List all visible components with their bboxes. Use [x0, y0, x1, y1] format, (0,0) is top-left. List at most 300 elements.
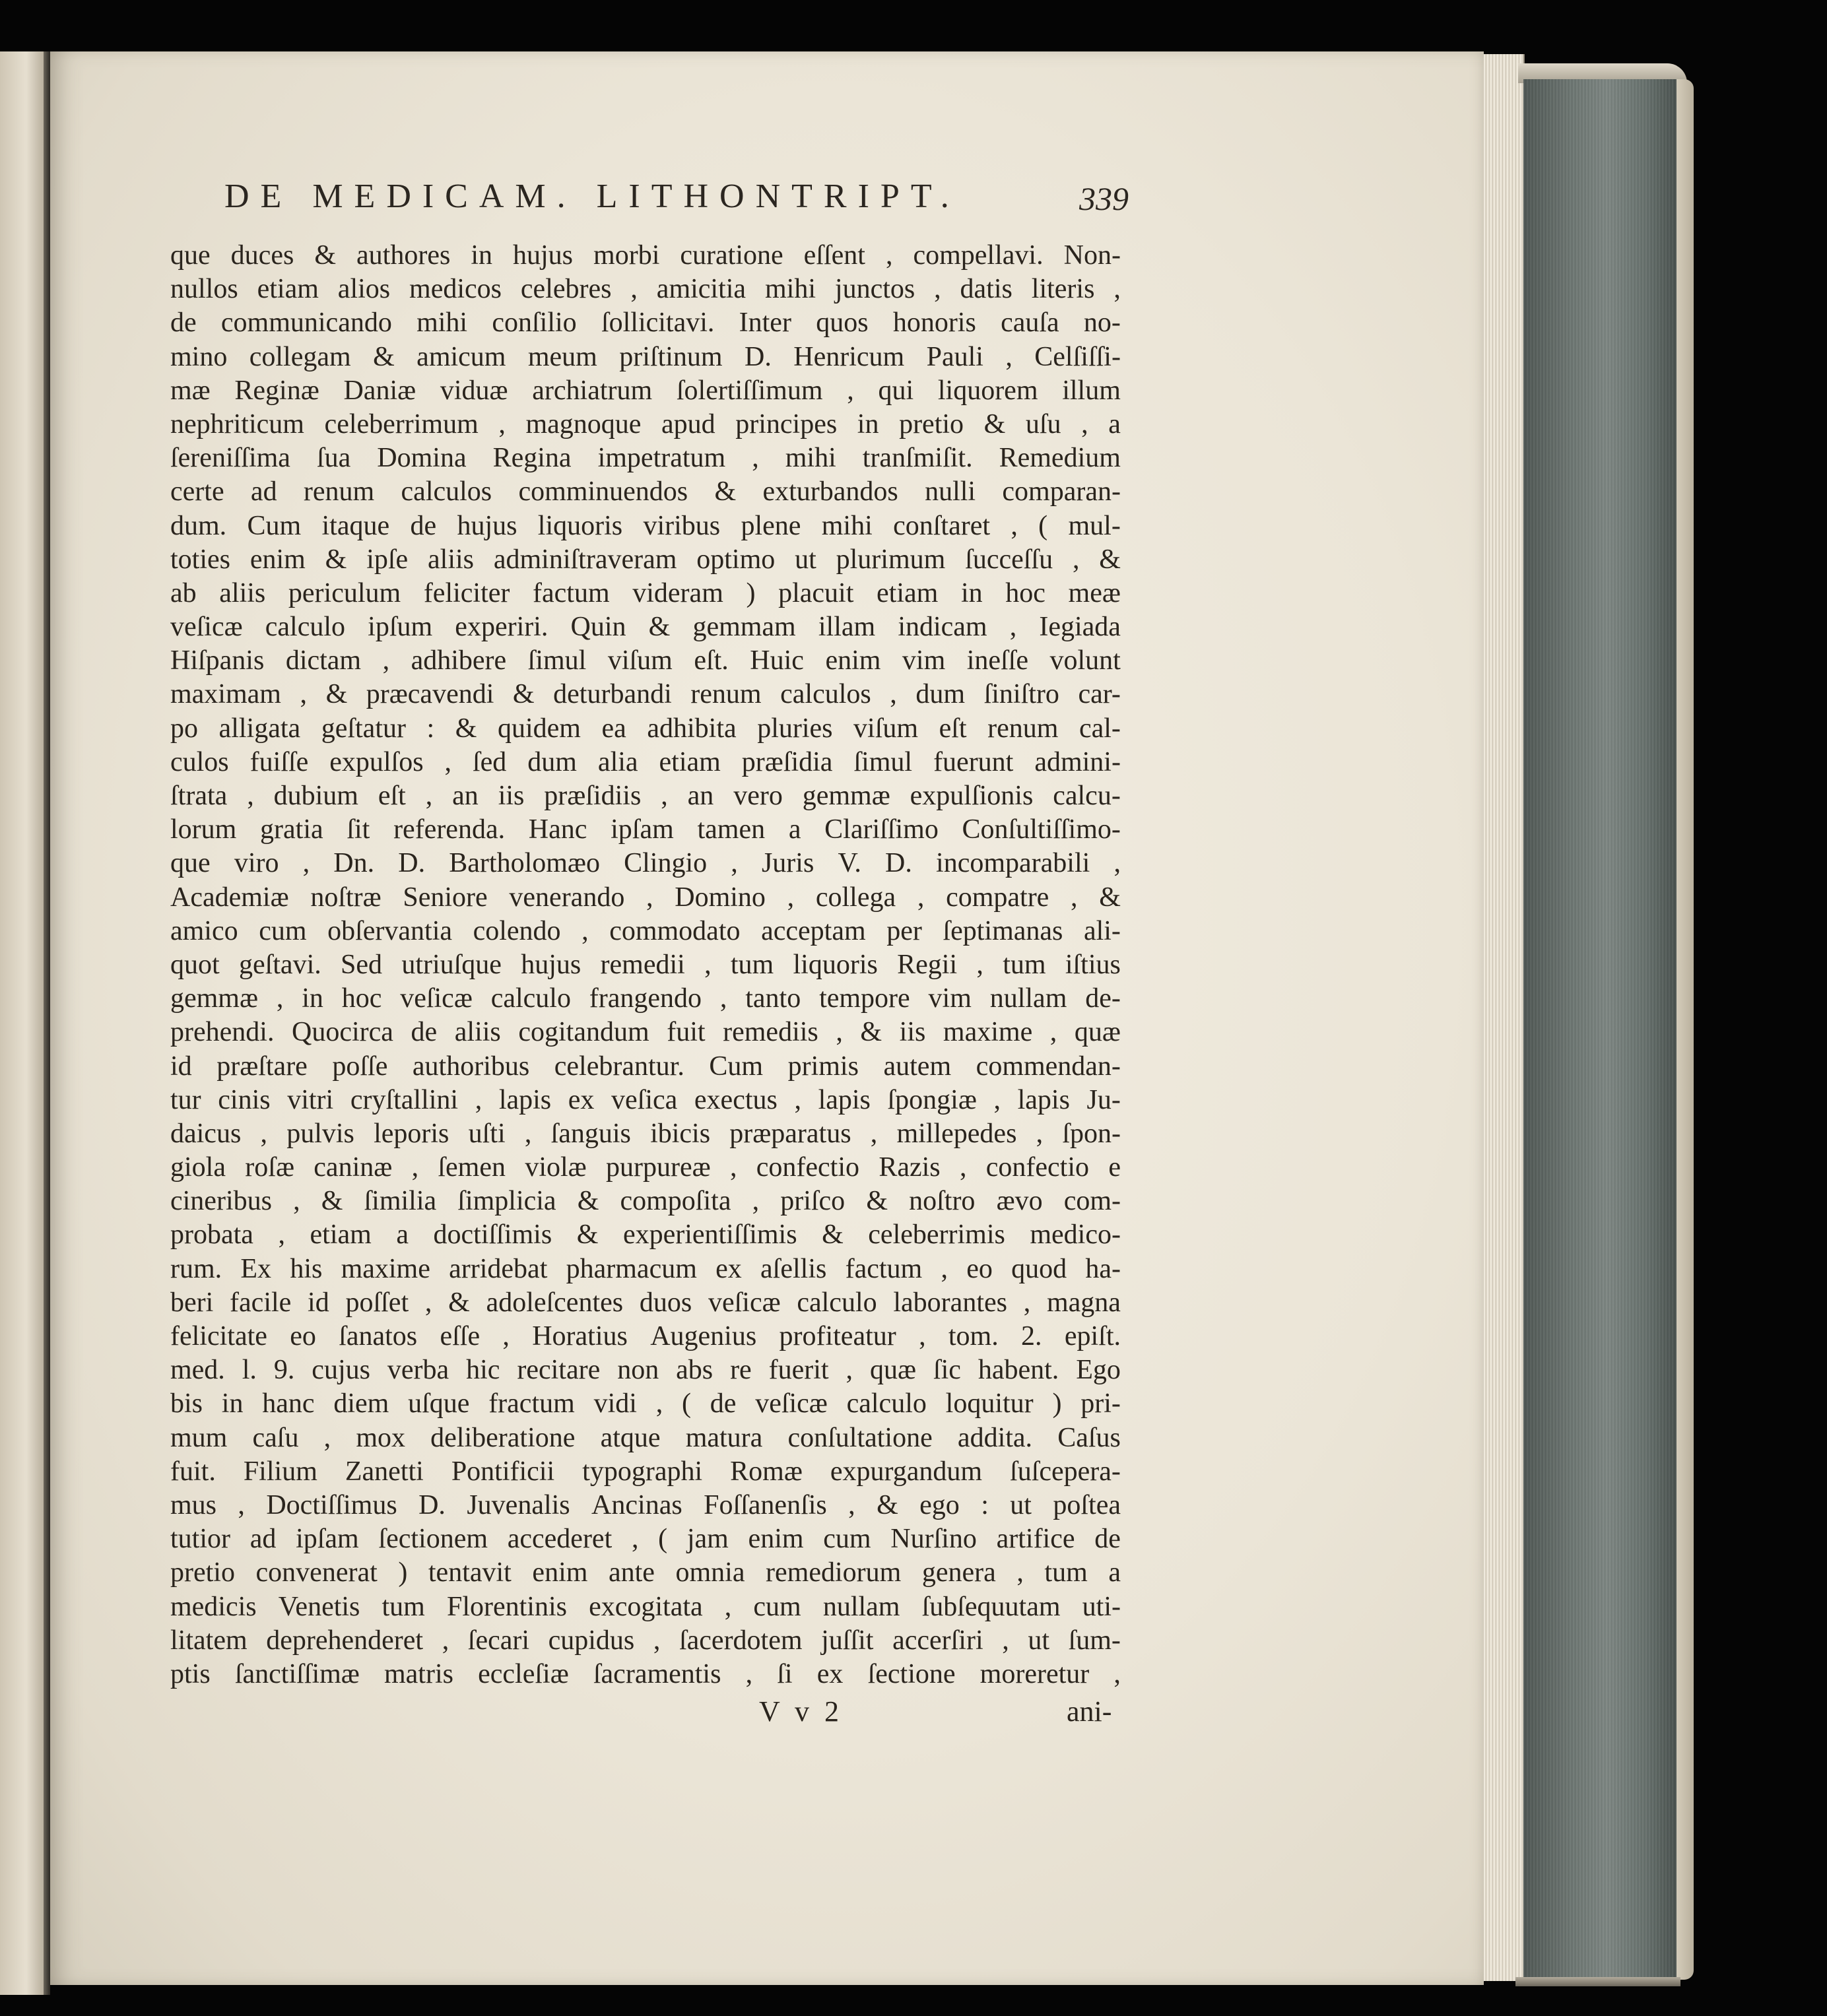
word: admini- — [1034, 746, 1121, 777]
word: mox — [356, 1422, 405, 1453]
word: , — [719, 983, 727, 1014]
word: Florentinis — [446, 1591, 567, 1622]
word: verba — [387, 1355, 449, 1386]
word: dubium — [273, 781, 358, 811]
word: ipſam — [296, 1524, 359, 1555]
word: ſimilia — [364, 1186, 437, 1217]
word: veſica — [611, 1084, 678, 1115]
word: iis — [498, 781, 525, 811]
word: datis — [960, 274, 1013, 305]
word: & — [983, 408, 1006, 439]
word: toties — [170, 544, 230, 575]
text-line — [170, 1084, 1121, 1117]
word: magna — [1046, 1287, 1121, 1318]
word: & — [1099, 882, 1121, 913]
word: leporis — [374, 1118, 449, 1149]
word: calculo — [265, 612, 346, 643]
word: quot — [170, 949, 220, 980]
word: Huic — [750, 645, 804, 676]
word: , — [752, 1186, 760, 1217]
word: , — [919, 1321, 926, 1351]
word: ſolertiſſimum — [676, 375, 823, 406]
word: Bartholomæo — [449, 848, 600, 879]
word: Pauli — [926, 341, 983, 372]
word: dum — [915, 679, 966, 710]
word: Reginæ — [234, 375, 319, 406]
word: uſu — [1025, 408, 1061, 439]
word: primis — [787, 1051, 859, 1082]
word: lapis — [818, 1084, 871, 1115]
word: vitri — [287, 1084, 334, 1115]
word: fuerit — [768, 1355, 829, 1386]
word: expurgandum — [830, 1456, 983, 1487]
word: ſit — [347, 814, 370, 845]
word: , — [1113, 274, 1121, 305]
word: , — [847, 375, 854, 406]
word: doctiſſimis — [433, 1219, 552, 1251]
word: Venetis — [278, 1591, 360, 1622]
word: ad — [250, 476, 277, 507]
text-line — [170, 915, 1121, 948]
word: plene — [741, 510, 801, 541]
word: millepedes — [896, 1118, 1017, 1149]
word: ineſſe — [966, 645, 1029, 676]
word: ſimul — [527, 645, 587, 676]
word: , — [382, 645, 390, 676]
word: ſimplicia — [457, 1186, 556, 1217]
word: ut — [795, 544, 816, 575]
word: , — [323, 1422, 331, 1453]
word: autem — [883, 1051, 952, 1082]
word: ibicis — [650, 1118, 711, 1149]
word: etiam — [257, 274, 319, 305]
word: abs — [676, 1355, 714, 1386]
word: maximam — [170, 679, 281, 710]
word: pri- — [1080, 1388, 1121, 1419]
word: , — [846, 1355, 853, 1386]
word: ut — [1028, 1625, 1049, 1656]
text-line — [170, 273, 1121, 306]
word: compatre — [946, 882, 1049, 913]
word: loquitur — [945, 1388, 1034, 1419]
word: tom. — [948, 1321, 999, 1351]
word: Ex — [240, 1253, 272, 1284]
word: Clingio — [624, 848, 708, 879]
left-page-edge — [0, 51, 44, 1995]
text-line — [170, 1556, 1121, 1590]
text-line — [170, 1421, 1121, 1455]
word: , — [1113, 848, 1121, 879]
word: enim — [748, 1524, 804, 1555]
word: , — [425, 781, 433, 811]
word: adminiſtraveram — [493, 544, 677, 575]
word: ( — [681, 1388, 691, 1419]
word: pluries — [757, 713, 833, 744]
word: mihi — [416, 308, 468, 339]
word: Sed — [341, 949, 383, 980]
word: Regina — [492, 443, 572, 474]
word: : — [426, 713, 435, 744]
word: , — [993, 1084, 1001, 1115]
word: enim — [825, 645, 881, 676]
word: viſum — [607, 645, 673, 676]
word: etiam — [659, 746, 721, 777]
word: e — [1108, 1152, 1121, 1183]
word: caninæ — [314, 1152, 393, 1183]
word: præſtare — [216, 1051, 308, 1082]
word: Celſiſſi- — [1034, 341, 1121, 372]
word: ipſe — [366, 544, 409, 575]
text-line — [170, 543, 1121, 577]
word: lapis — [1017, 1084, 1070, 1115]
word: , — [581, 915, 589, 946]
word: diem — [333, 1388, 389, 1419]
word: veſicæ — [755, 1388, 828, 1419]
word: laborantes — [893, 1287, 1007, 1318]
word: , — [745, 1658, 753, 1689]
word: omnia — [675, 1557, 745, 1588]
word: tum — [382, 1591, 425, 1622]
word: , — [1071, 882, 1078, 913]
word: iſtius — [1065, 949, 1121, 980]
word: V. — [838, 848, 861, 879]
word: , — [1005, 341, 1013, 372]
word: , — [238, 1489, 245, 1520]
word: , — [260, 1118, 267, 1149]
word: confectio — [985, 1152, 1089, 1183]
word: per — [886, 915, 922, 946]
word: uti- — [1082, 1591, 1121, 1622]
book-fore-edge — [1523, 79, 1677, 1983]
word: , — [411, 1152, 419, 1183]
word: adoleſcentes — [486, 1287, 624, 1318]
word: Iegiada — [1039, 612, 1121, 643]
word: ea — [601, 713, 626, 744]
word: itaque — [321, 510, 390, 541]
word: ſua — [316, 443, 351, 474]
word: ſanatos — [339, 1321, 418, 1351]
book-bottom-edge — [1515, 1977, 1680, 1986]
word: , — [524, 1118, 532, 1149]
word: med. — [170, 1355, 225, 1386]
word: his — [290, 1253, 323, 1284]
word: gemmæ — [802, 781, 890, 811]
text-line — [170, 610, 1121, 644]
word: tur — [170, 1084, 201, 1115]
word: illum — [1062, 375, 1121, 406]
word: convenerat — [255, 1557, 378, 1588]
word: liquoris — [793, 949, 878, 980]
word: cinis — [218, 1084, 271, 1115]
word: cineribus — [170, 1186, 272, 1217]
word: atque — [600, 1422, 661, 1453]
word: ptis — [170, 1658, 211, 1689]
word: culos — [170, 746, 229, 777]
word: exectus — [694, 1084, 778, 1115]
word: giola — [170, 1152, 226, 1183]
word: purpureæ — [605, 1152, 711, 1183]
word: placuit — [778, 577, 854, 608]
word: renum — [987, 713, 1059, 744]
word: matris — [383, 1658, 453, 1689]
word: etiam — [310, 1219, 372, 1251]
word: Seniore — [403, 882, 488, 913]
word: ſanctiſſimæ — [234, 1658, 360, 1689]
word: car- — [1078, 679, 1121, 710]
word: , — [475, 1084, 482, 1115]
word: re — [730, 1355, 752, 1386]
word: ſereniſſima — [170, 443, 290, 474]
word: Romæ — [730, 1456, 803, 1487]
word: exturbandos — [762, 476, 898, 507]
word: ex — [568, 1084, 595, 1115]
word: geſtavi. — [238, 949, 321, 980]
word: volunt — [1049, 645, 1121, 676]
word: , — [631, 1524, 639, 1555]
word: ſiniſtro — [983, 679, 1059, 710]
word: ſtrata — [170, 781, 228, 811]
word: in — [857, 408, 879, 439]
word: , — [1023, 1287, 1031, 1318]
word: frangendo — [589, 983, 702, 1014]
word: profiteatur — [779, 1321, 896, 1351]
word: quod — [1011, 1253, 1067, 1284]
word: geſtatur — [321, 713, 406, 744]
word: videram — [632, 577, 723, 608]
word: quæ — [1074, 1017, 1121, 1048]
word: Dn. — [333, 848, 375, 879]
text-line — [170, 509, 1121, 543]
word: junctos — [834, 274, 915, 305]
text-line — [170, 475, 1121, 509]
word: meæ — [1068, 577, 1121, 608]
word: tentavit — [428, 1557, 512, 1588]
word: tum — [1044, 1557, 1088, 1588]
word: veſicæ — [708, 1287, 781, 1318]
word: & — [325, 544, 347, 575]
running-title: DE MEDICAM. LITHONTRIPT. — [224, 178, 960, 215]
word: , — [302, 848, 310, 879]
word: , — [661, 781, 668, 811]
word: cum — [753, 1591, 801, 1622]
word: aliis — [454, 1017, 501, 1048]
catchword: ani- — [1067, 1695, 1112, 1728]
word: , — [885, 240, 893, 271]
word: beri — [170, 1287, 214, 1318]
word: , — [1049, 1017, 1057, 1048]
word: , — [247, 781, 254, 811]
word: ab — [170, 577, 197, 608]
word: com- — [1063, 1186, 1121, 1217]
word: medicos — [409, 274, 502, 305]
text-line — [170, 239, 1121, 273]
word: in — [960, 577, 983, 608]
word: & — [648, 612, 671, 643]
word: priſco — [780, 1186, 846, 1217]
word: magnoque — [525, 408, 642, 439]
word: recitare — [517, 1355, 601, 1386]
word: archiatrum — [532, 375, 653, 406]
word: eſſent — [803, 240, 865, 271]
word: arridebat — [449, 1253, 548, 1284]
word: quos — [816, 308, 869, 339]
word: ſucceſſu — [965, 544, 1053, 575]
word: Caſus — [1057, 1422, 1121, 1453]
word: de- — [1085, 983, 1121, 1014]
text-line — [170, 441, 1121, 475]
word: caſu — [252, 1422, 299, 1453]
word: apud — [661, 408, 715, 439]
word: , — [646, 882, 653, 913]
word: calculo — [846, 1388, 927, 1419]
word: venerando — [509, 882, 625, 913]
word: experientiſſimis — [622, 1219, 797, 1251]
word: in — [221, 1388, 244, 1419]
word: , — [890, 679, 897, 710]
word: mihi — [821, 510, 873, 541]
word: ſeptimanas — [943, 915, 1063, 946]
word: ali- — [1083, 915, 1121, 946]
word: alia — [597, 746, 638, 777]
word: poſſet — [345, 1287, 409, 1318]
word: , — [752, 443, 759, 474]
word: collegam — [249, 341, 351, 372]
word: indicam — [898, 612, 987, 643]
text-line — [170, 577, 1121, 610]
word: D. — [398, 848, 426, 879]
word: ſacramentis — [593, 1658, 721, 1689]
word: ſpon- — [1062, 1118, 1121, 1149]
word: de — [411, 1017, 438, 1048]
word: de — [170, 308, 197, 339]
word: deliberatione — [430, 1422, 576, 1453]
word: vim — [902, 645, 946, 676]
body-text — [170, 239, 1121, 1691]
word: renum — [690, 679, 762, 710]
word: Henricum — [793, 341, 905, 372]
word: eccleſiæ — [478, 1658, 569, 1689]
word: ævo — [996, 1186, 1043, 1217]
word: Zanetti — [345, 1456, 424, 1487]
word: calculo — [797, 1287, 877, 1318]
word: literis — [1031, 274, 1095, 305]
text-line — [170, 644, 1121, 678]
text-line — [170, 306, 1121, 340]
word: qui — [878, 375, 914, 406]
word: Horatius — [532, 1321, 628, 1351]
word: fuiſſe — [249, 746, 309, 777]
word: , — [442, 1625, 449, 1656]
word: ) — [1052, 1388, 1062, 1419]
word: & — [373, 341, 395, 372]
word: ſubſequutam — [921, 1591, 1061, 1622]
word: morbi — [593, 240, 660, 271]
word: cal- — [1079, 713, 1121, 744]
word: expulſionis — [910, 781, 1034, 811]
word: deprehenderet — [266, 1625, 424, 1656]
word: matura — [685, 1422, 763, 1453]
word: 2. — [1021, 1321, 1042, 1351]
word: & — [877, 1489, 898, 1520]
word: mæ — [170, 375, 211, 406]
text-line — [170, 881, 1121, 915]
word: vero — [733, 781, 783, 811]
word: fuit. — [170, 1456, 216, 1487]
word: iis — [899, 1017, 926, 1048]
word: , — [941, 1253, 948, 1284]
text-line — [170, 1353, 1121, 1387]
word: id — [170, 1051, 192, 1082]
word: eſſe — [440, 1321, 481, 1351]
word: , — [1016, 1557, 1024, 1588]
word: plurimum — [836, 544, 946, 575]
text-line — [170, 1252, 1121, 1286]
word: viro — [234, 848, 279, 879]
word: id — [308, 1287, 329, 1318]
word: remedii — [600, 949, 685, 980]
word: præſidiis — [544, 781, 642, 811]
word: , — [934, 274, 941, 305]
word: & — [1099, 544, 1121, 575]
word: eo — [966, 1253, 993, 1284]
word: principes — [735, 408, 838, 439]
word: utriuſque — [401, 949, 502, 980]
word: noſtræ — [310, 882, 382, 913]
word: conſultatione — [787, 1422, 933, 1453]
text-line — [170, 374, 1121, 408]
word: eo — [290, 1321, 316, 1351]
word: po — [170, 713, 198, 744]
word: meum — [527, 341, 597, 372]
word: probata — [170, 1219, 253, 1251]
text-line — [170, 341, 1121, 374]
word: deturbandi — [553, 679, 672, 710]
text-line — [170, 1050, 1121, 1084]
text-line — [170, 1455, 1121, 1489]
word: enim — [532, 1557, 588, 1588]
signature-mark: V v 2 — [759, 1695, 843, 1728]
word: uſti — [468, 1118, 506, 1149]
book-cover-edge — [1677, 79, 1694, 1980]
word: aliis — [219, 577, 266, 608]
word: authoribus — [412, 1051, 530, 1082]
text-line — [170, 1387, 1121, 1421]
word: roſæ — [245, 1152, 294, 1183]
word: ſimul — [853, 746, 913, 777]
word: authores — [356, 240, 451, 271]
word: cum — [823, 1524, 871, 1555]
word: amico — [170, 915, 238, 946]
word: & — [860, 1017, 882, 1048]
word: , — [976, 949, 983, 980]
word: Quocirca — [292, 1017, 393, 1048]
word: nullam — [822, 1591, 900, 1622]
word: , — [917, 882, 925, 913]
word: , — [724, 1591, 732, 1622]
word: ſuſcepera- — [1010, 1456, 1121, 1487]
word: pharmacum — [566, 1253, 697, 1284]
word: comparan- — [1002, 476, 1121, 507]
word: litatem — [170, 1625, 248, 1656]
word: ſemen — [438, 1152, 506, 1183]
word: moreretur — [980, 1658, 1090, 1689]
word: , — [870, 1118, 878, 1149]
word: mul- — [1068, 510, 1121, 541]
word: hujus — [513, 240, 574, 271]
text-line — [170, 1489, 1121, 1522]
text-line — [170, 779, 1121, 813]
word: Remedium — [999, 443, 1121, 474]
